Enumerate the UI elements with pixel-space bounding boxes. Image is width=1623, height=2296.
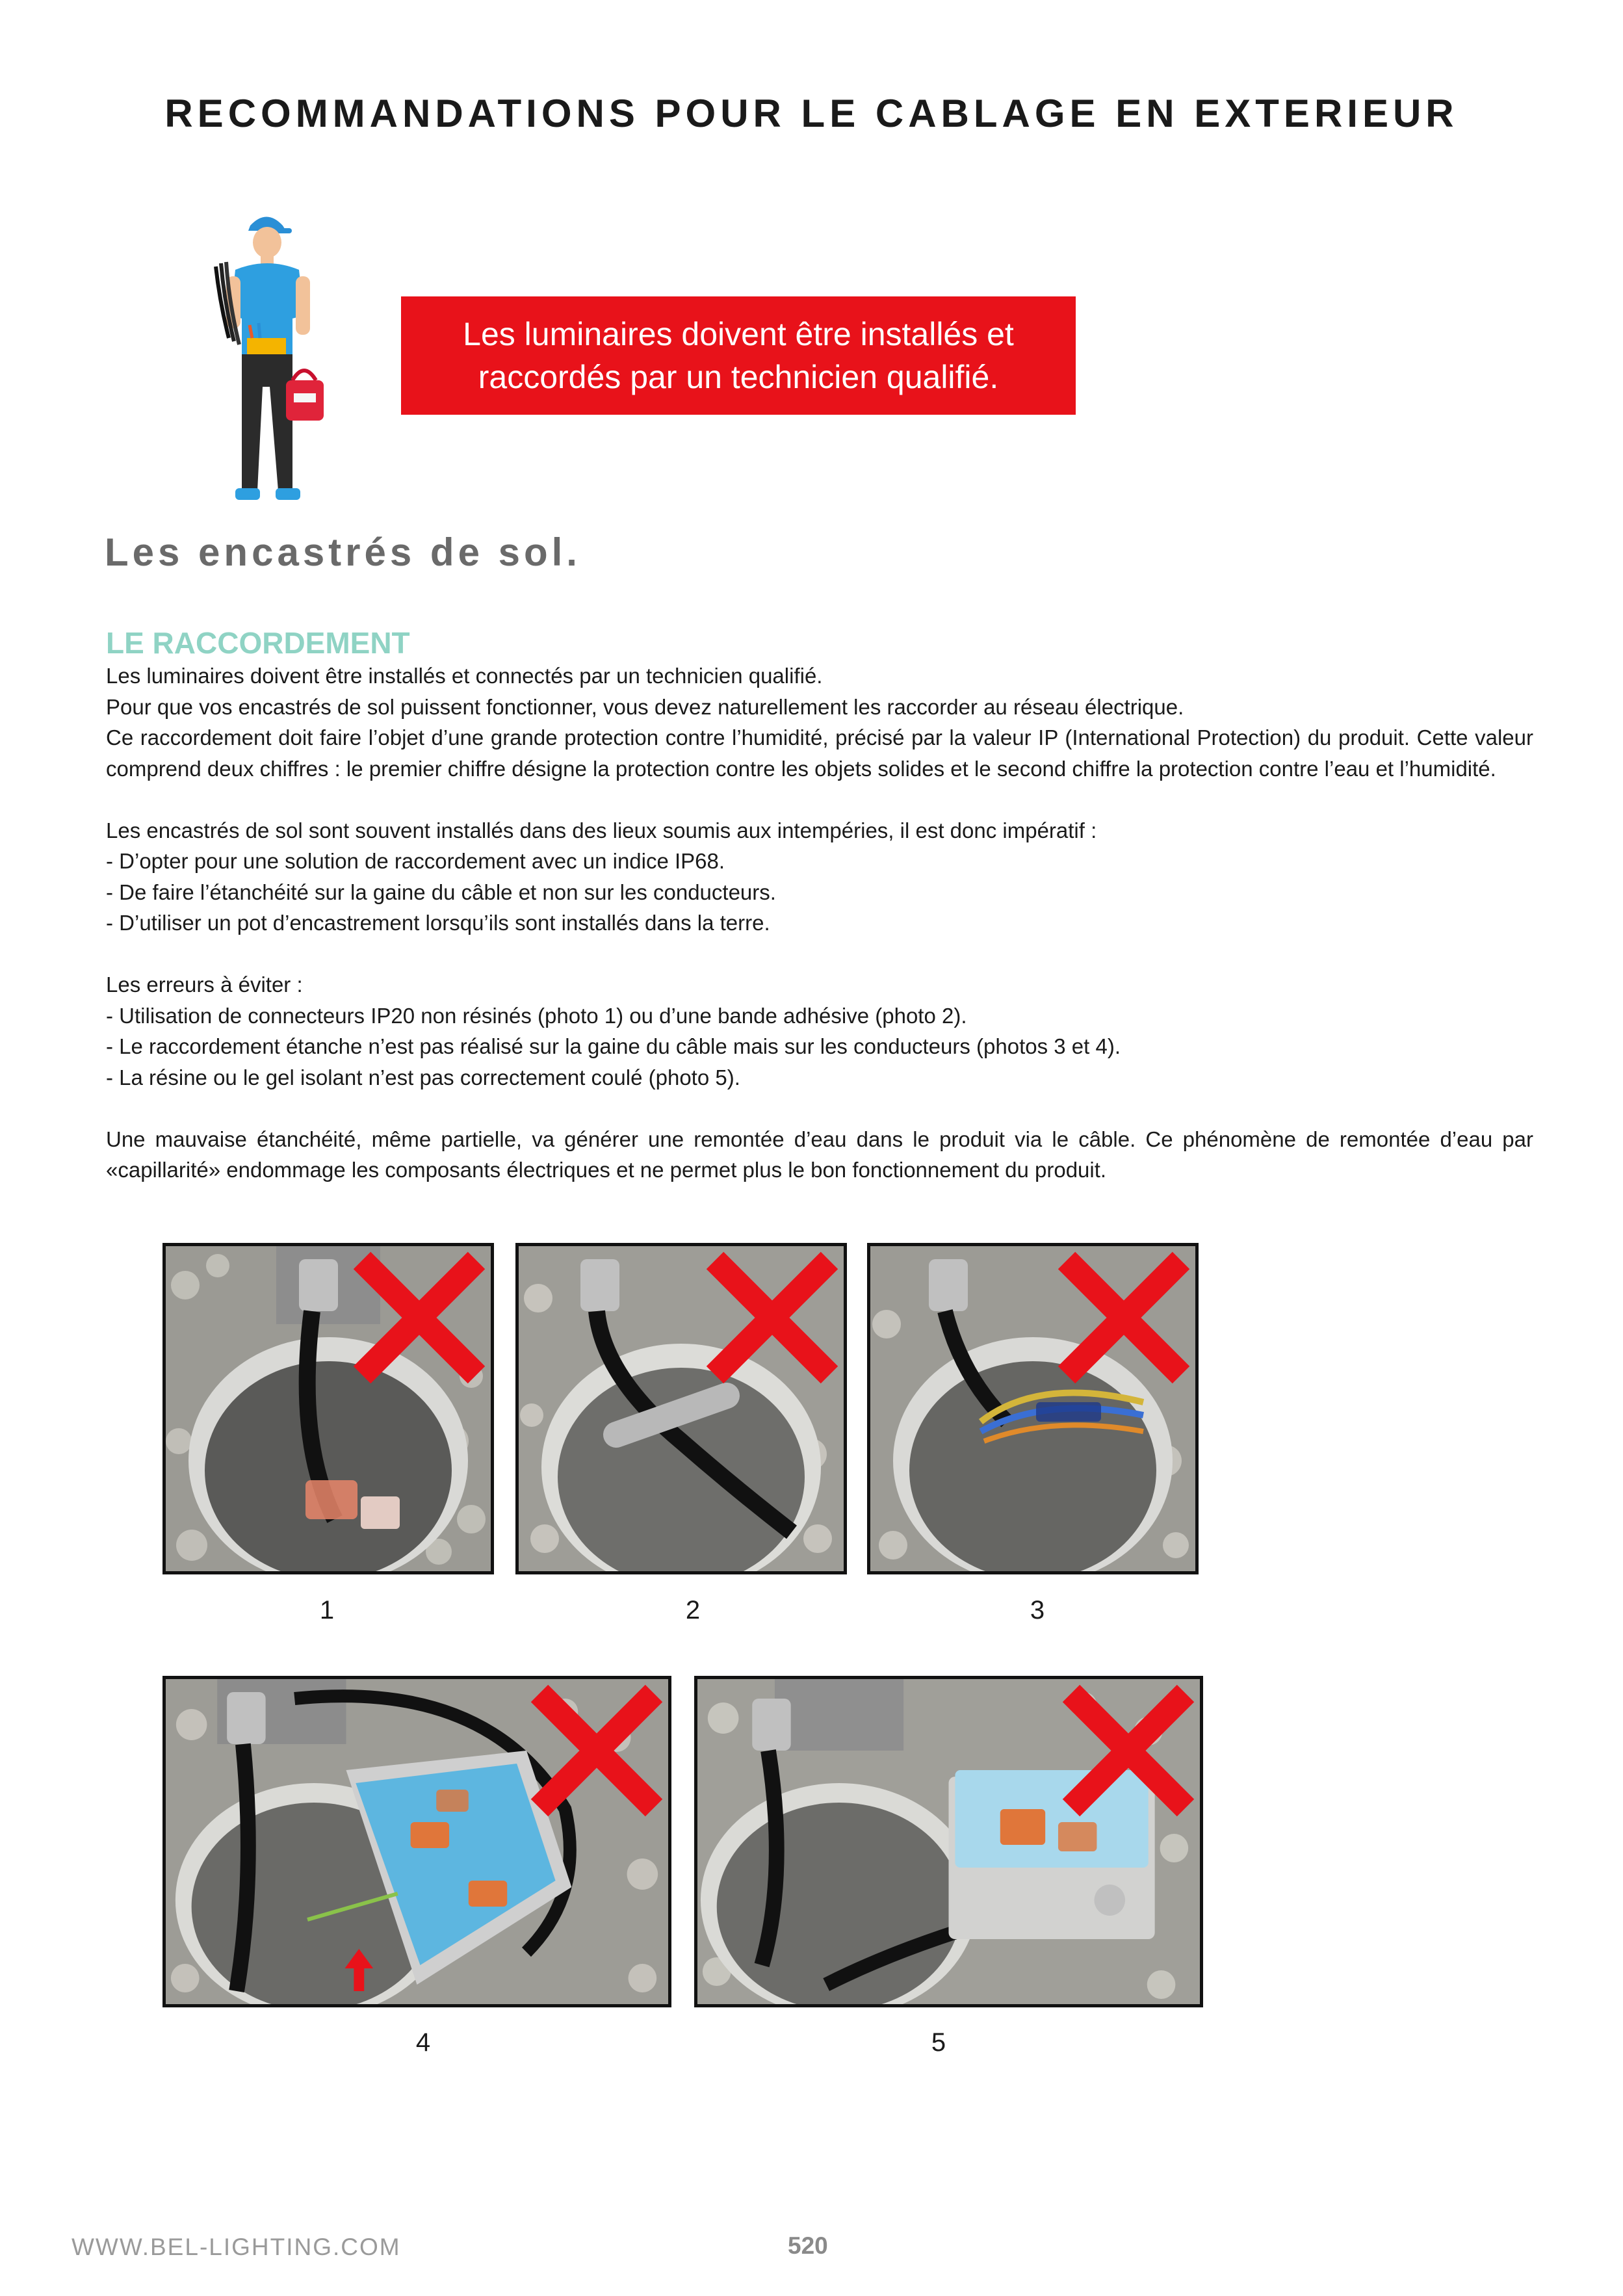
paragraph-line: Ce raccordement doit faire l’objet d’une grande protection contre l’humidité, précisé par la valeur IP (International Protection) du produit. Cette valeur comprend deux chiffres : le premier chiffre désigne la protection contre les objets solides et le second chiffre la protection contre l’eau et l’humidité.	[106, 725, 1533, 781]
cross-icon	[701, 1246, 844, 1389]
photo-1	[162, 1243, 494, 1574]
paragraph-line: - Le raccordement étanche n’est pas réalisé sur la gaine du câble mais sur les conducteurs (photos 3 et 4).	[106, 1034, 1121, 1058]
page-title: RECOMMANDATIONS POUR LE CABLAGE EN EXTERIEUR	[164, 92, 1459, 135]
photo-label: 5	[931, 2028, 946, 2057]
technician-illustration	[195, 205, 344, 510]
photo-label: 2	[685, 1596, 701, 1624]
cross-icon	[348, 1246, 491, 1389]
section-subtitle: LE RACCORDEMENT	[106, 626, 410, 660]
paragraph-line: Les encastrés de sol sont souvent installés dans des lieux soumis aux intempéries, il est donc impératif :	[106, 818, 1097, 842]
paragraph-line: - La résine ou le gel isolant n’est pas correctement coulé (photo 5).	[106, 1065, 740, 1089]
page-number: 520	[788, 2232, 828, 2259]
paragraph-line: - D’opter pour une solution de raccordement avec un indice IP68.	[106, 849, 725, 873]
photo-2	[515, 1243, 847, 1574]
photo-4	[162, 1676, 671, 2007]
banner-line-1: Les luminaires doivent être installés et	[463, 316, 1014, 352]
paragraph-line: Une mauvaise étanchéité, même partielle, va générer une remontée d’eau dans le produit via le câble. Ce phénomène de remontée d’eau par «capillarité» endommage les composants électriques et ne permet plus le bon fonctionnement du produit.	[106, 1127, 1533, 1182]
cross-icon	[1057, 1679, 1200, 1822]
cross-icon	[525, 1679, 668, 1822]
warning-banner	[401, 296, 1076, 415]
paragraph-line: Les erreurs à éviter :	[106, 972, 303, 997]
body-text	[106, 660, 1533, 1186]
paragraph-line: Les luminaires doivent être installés et connectés par un technicien qualifié.	[106, 664, 823, 688]
paragraph-line: Pour que vos encastrés de sol puissent fonctionner, vous devez naturellement les raccorder au réseau électrique.	[106, 694, 1184, 719]
photo-label: 4	[415, 2028, 431, 2057]
paragraph-line: - Utilisation de connecteurs IP20 non résinés (photo 1) ou d’une bande adhésive (photo 2).	[106, 1003, 967, 1028]
photo-5	[694, 1676, 1203, 2007]
photo-label: 3	[1030, 1596, 1045, 1624]
paragraph-line: - D’utiliser un pot d’encastrement lorsqu’ils sont installés dans la terre.	[106, 911, 770, 935]
section-title: Les encastrés de sol.	[105, 530, 581, 574]
photo-3	[867, 1243, 1199, 1574]
cross-icon	[1052, 1246, 1195, 1389]
footer-url[interactable]: WWW.BEL-LIGHTING.COM	[71, 2234, 401, 2260]
banner-line-2: raccordés par un technicien qualifié.	[478, 359, 999, 395]
photo-label: 1	[319, 1596, 335, 1624]
paragraph-line: - De faire l’étanchéité sur la gaine du câble et non sur les conducteurs.	[106, 880, 776, 904]
